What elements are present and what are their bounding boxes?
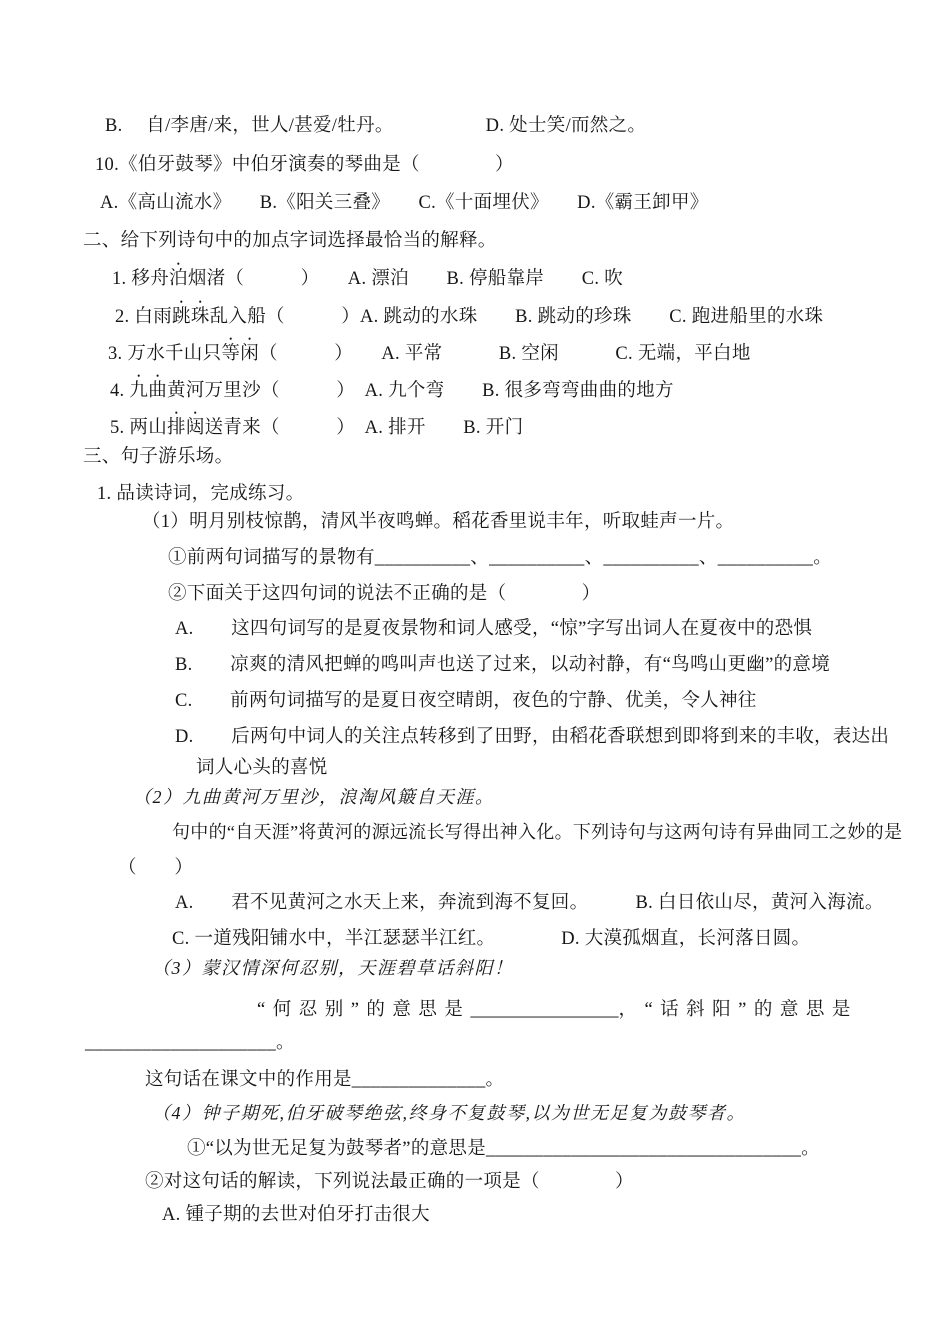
p1-option-b: B. 凉爽的清风把蝉的鸣叫声也送了过来，以动衬静，有“鸟鸣山更幽”的意境	[175, 655, 830, 675]
word-item-2: 2. 白雨跳珠乱入船（ ）A. 跳动的水珠 B. 跳动的珍珠 C. 跑进船里的水珠	[115, 307, 824, 327]
p4-quote: （4）钟子期死,伯牙破琴绝弦,终身不复鼓琴,以为世无足复为鼓琴者。	[152, 1103, 746, 1123]
fill-blank: ________________	[470, 1000, 619, 1020]
p3-quote: （3）蒙汉情深何忍别，天涯碧草话斜阳！	[152, 958, 514, 978]
dotted-word: 等闲	[221, 344, 260, 364]
line-q10-options: A.《高山流水》 B.《阳关三叠》 C.《十面埋伏》 D.《霸王卸甲》	[100, 193, 709, 213]
q9-option-b: B. 自/李唐/来，世人/甚爱/牡丹。	[105, 116, 394, 136]
word-item-3: 3. 万水千山只等闲（ ） A. 平常 B. 空闲 C. 无端，平白地	[108, 344, 751, 364]
dotted-word: 排闼	[167, 418, 205, 438]
p2-answer-paren: （ ）	[118, 858, 194, 878]
dotted-word: 九曲	[129, 381, 168, 401]
p3-blank-line1: “何忍别”的意思是________________，“话斜阳”的意思是	[257, 1000, 858, 1020]
p1-sub2-stem: ②下面关于这四句词的说法不正确的是（ ）	[168, 584, 601, 604]
p4-sub1-blank: ①“以为世无足复为鼓琴者”的意思是_________________________________。	[187, 1139, 820, 1159]
p2-options-cd: C. 一道残阳铺水中，半江瑟瑟半江红。 D. 大漠孤烟直，长河落日圆。	[172, 929, 811, 949]
p1-option-c: C. 前两句词描写的是夏日夜空晴朗，夜色的宁静、优美，令人神往	[175, 691, 757, 711]
p1-sub1-blanks: ①前两句词描写的景物有__________、__________、__________、__________。	[168, 548, 833, 568]
p1-option-a: A. 这四句词写的是夏夜景物和词人感受，“惊”字写出词人在夏夜中的恐惧	[175, 619, 813, 639]
p1-option-d: D. 后两句中词人的关注点转移到了田野，由稻花香联想到即将到来的丰收，表达出	[175, 727, 890, 747]
section3-task1: 1. 品读诗词，完成练习。	[97, 484, 305, 504]
dotted-word: 跳珠	[172, 307, 210, 327]
p2-quote: （2）九曲黄河万里沙，浪淘风簸自天涯。	[133, 787, 495, 807]
line-q9-options	[105, 113, 646, 139]
dotted-word: 泊	[169, 269, 188, 289]
p2-options-ab: A. 君不见黄河之水天上来，奔流到海不复回。 B. 白日依山尽，黄河入海流。	[175, 893, 884, 913]
q9-option-d: D. 处士笑/而然之。	[485, 116, 647, 136]
p3-blank-line3: 这句话在课文中的作用是______________。	[145, 1070, 505, 1090]
p4-sub2-stem: ②对这句话的解读，下列说法最正确的一项是（ ）	[145, 1172, 634, 1192]
word-item-1: 1. 移舟泊烟渚（ ） A. 漂泊 B. 停船靠岸 C. 吹	[112, 269, 624, 289]
section2-heading: 二、给下列诗句中的加点字词选择最恰当的解释。	[83, 231, 497, 251]
p1-option-d-cont: 词人心头的喜悦	[196, 758, 328, 778]
line-q10-stem: 10.《伯牙鼓琴》中伯牙演奏的琴曲是（ ）	[95, 155, 514, 175]
p2-description: 句中的“自天涯”将黄河的源远流长写得出神入化。下列诗句与这两句诗有异曲同工之妙的是	[172, 822, 903, 842]
p3-blank-line2: ____________________。	[85, 1033, 295, 1053]
p4-option-a: A. 锺子期的去世对伯牙打击很大	[162, 1205, 430, 1225]
section3-heading: 三、句子游乐场。	[83, 447, 234, 467]
p1-quote: （1）明月别枝惊鹊，清风半夜鸣蝉。稻花香里说丰年，听取蛙声一片。	[142, 512, 735, 532]
word-item-4: 4. 九曲黄河万里沙（ ） A. 九个弯 B. 很多弯弯曲曲的地方	[110, 381, 674, 401]
word-item-5: 5. 两山排闼送青来（ ） A. 排开 B. 开门	[110, 418, 524, 438]
